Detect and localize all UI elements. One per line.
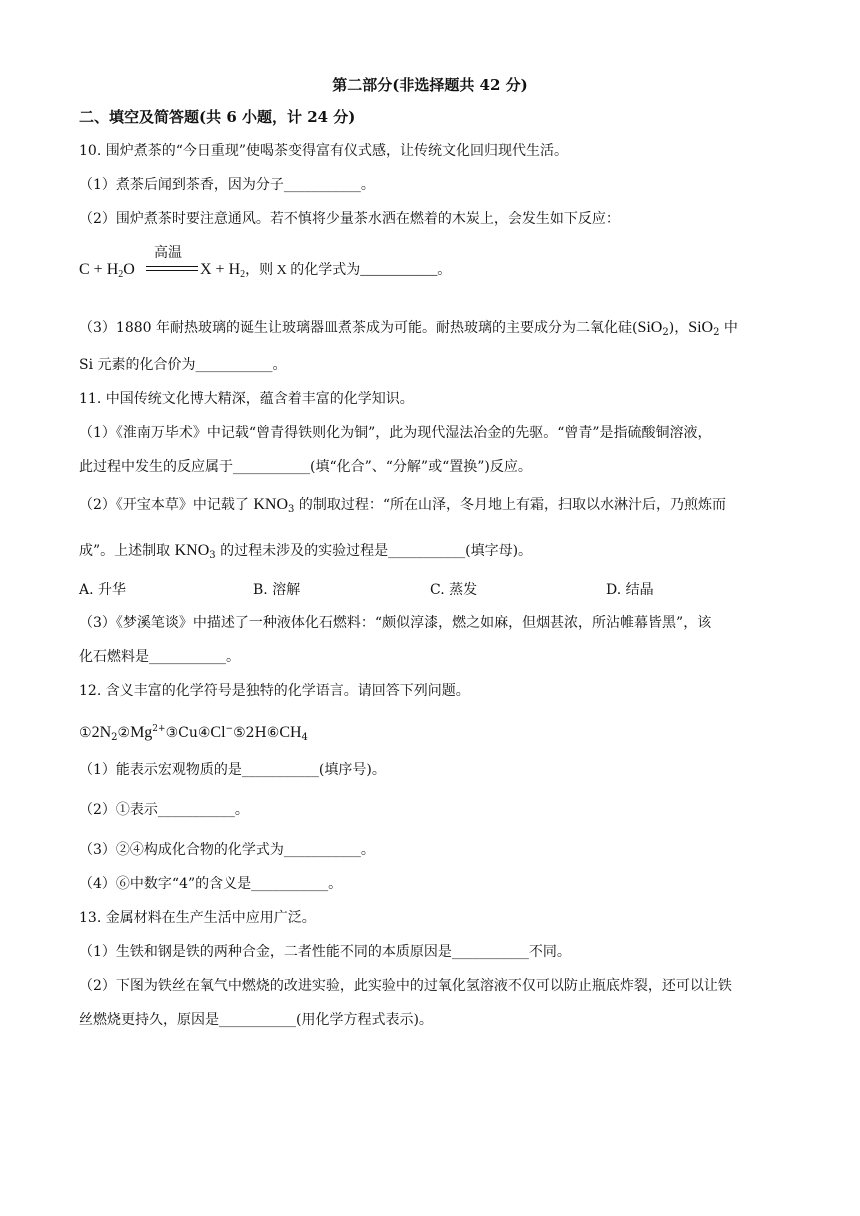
q10-part3-end: 中 <box>719 320 738 336</box>
sio2-subscript-2: 2 <box>713 327 720 338</box>
sio2-formula-2: SiO <box>688 319 714 336</box>
kno3-subscript-2: 3 <box>209 550 216 561</box>
equation-condition: 高温 <box>154 245 182 261</box>
q10-part3-text: （3）1880 年耐热玻璃的诞生让玻璃器皿煮茶成为可能。耐热玻璃的主要成分为二氧化硅( <box>79 320 638 336</box>
symbol-ch4: CH <box>279 724 302 741</box>
q10-part1: （1）煮茶后闻到茶香，因为分子___________。 <box>79 177 375 193</box>
equation-equals-bottom <box>146 270 198 271</box>
symbol-2h: ⑤2H⑥ <box>233 725 280 741</box>
symbol-num-1: ① <box>79 725 92 741</box>
q11-part2b-text: 成”。上述制取 <box>79 543 175 559</box>
section-title: 二、填空及简答题(共 6 小题，计 24 分) <box>79 108 356 126</box>
q10-part3-line1 <box>79 318 738 343</box>
symbol-ch4-subscript: 4 <box>301 732 308 743</box>
q12-part2: （2）①表示___________。 <box>79 802 249 818</box>
q10-equation <box>79 260 135 285</box>
symbol-2n2-subscript: 2 <box>111 732 118 743</box>
symbol-cu: ③Cu④ <box>165 725 211 741</box>
q11-part2b-end: 的过程未涉及的实验过程是___________(填字母)。 <box>215 543 533 559</box>
equation-equals-top <box>146 266 198 267</box>
equation-lhs: C + H <box>79 261 119 278</box>
q13-part2-line2: 丝燃烧更持久，原因是___________(用化学方程式表示)。 <box>79 1012 433 1028</box>
option-c: C. 蒸发 <box>430 582 478 598</box>
q12-part3: （3）②④构成化合物的化学式为___________。 <box>79 842 375 858</box>
q10-part2: （2）围炉煮茶时要注意通风。若不慎将少量茶水洒在燃着的木炭上，会发生如下反应： <box>79 211 620 227</box>
q11-part2-line1 <box>79 495 726 520</box>
equation-question: ，则 X 的化学式为___________。 <box>245 263 452 278</box>
equation-rhs: X + H <box>200 261 241 278</box>
q13-part1: （1）生铁和钢是铁的两种合金，二者性能不同的本质原因是___________不同。 <box>79 944 571 960</box>
q11-part2-text-end: 的制取过程：“所在山泽，冬月地上有霜，扫取以水淋汁后，乃煎炼而 <box>294 497 727 513</box>
q10-part3-line2: Si 元素的化合价为___________。 <box>79 357 287 373</box>
kno3-formula: KNO <box>253 496 289 513</box>
q11-part3-line2: 化石燃料是___________。 <box>79 649 240 665</box>
q11-part3-line1: （3）《梦溪笔谈》中描述了一种液体化石燃料：“颇似淳漆，燃之如麻，但烟甚浓，所沾帷幕皆黑”，该 <box>79 615 712 631</box>
q11-stem: 11. 中国传统文化博大精深，蕴含着丰富的化学知识。 <box>79 391 414 407</box>
symbol-2n2: 2N <box>91 724 112 741</box>
symbol-mg-charge: 2+ <box>152 724 166 734</box>
option-d: D. 结晶 <box>606 582 654 598</box>
q13-part2-line1: （2）下图为铁丝在氧气中燃烧的改进实验，此实验中的过氧化氢溶液不仅可以防止瓶底炸裂，还可以让铁 <box>79 978 732 994</box>
equation-lhs-tail: O <box>123 261 135 278</box>
symbol-mg: Mg <box>130 724 153 741</box>
symbol-num-2: ② <box>117 725 131 741</box>
symbol-cl: Cl <box>210 724 226 741</box>
kno3-subscript: 3 <box>288 504 295 515</box>
q10-equation-rhs <box>200 260 451 285</box>
q12-part4: （4）⑥中数字“4”的含义是___________。 <box>79 876 343 892</box>
q11-part1-line1: （1）《淮南万毕术》中记载“曾青得铁则化为铜”，此为现代湿法冶金的先驱。“曾青”是指硫酸铜溶液， <box>79 425 712 441</box>
q12-symbols <box>79 719 308 748</box>
q10-stem: 10. 围炉煮茶的“今日重现”使喝茶变得富有仪式感，让传统文化回归现代生活。 <box>79 143 569 159</box>
q13-stem: 13. 金属材料在生产生活中应用广泛。 <box>79 910 316 926</box>
q12-stem: 12. 含义丰富的化学符号是独特的化学语言。请回答下列问题。 <box>79 683 470 699</box>
q12-part1: （1）能表示宏观物质的是___________(填序号)。 <box>79 762 386 778</box>
sio2-subscript: 2 <box>662 327 669 338</box>
q11-part1-line2: 此过程中发生的反应属于___________(填“化合”、“分解”或“置换”)反应。 <box>79 459 532 475</box>
symbol-cl-charge: − <box>225 724 234 734</box>
equation-rhs-subscript: 2 <box>240 269 246 280</box>
kno3-formula-2: KNO <box>174 542 210 559</box>
sio2-formula: SiO <box>637 319 663 336</box>
q10-part3-mid: )， <box>668 320 689 336</box>
q11-part2-line2 <box>79 541 532 566</box>
option-a: A. 升华 <box>79 582 127 598</box>
part-title: 第二部分(非选择题共 42 分) <box>332 76 528 94</box>
option-b: B. 溶解 <box>253 582 301 598</box>
q11-part2-text: （2）《开宝本草》中记载了 <box>79 497 254 513</box>
equation-lhs-subscript: 2 <box>118 269 124 280</box>
